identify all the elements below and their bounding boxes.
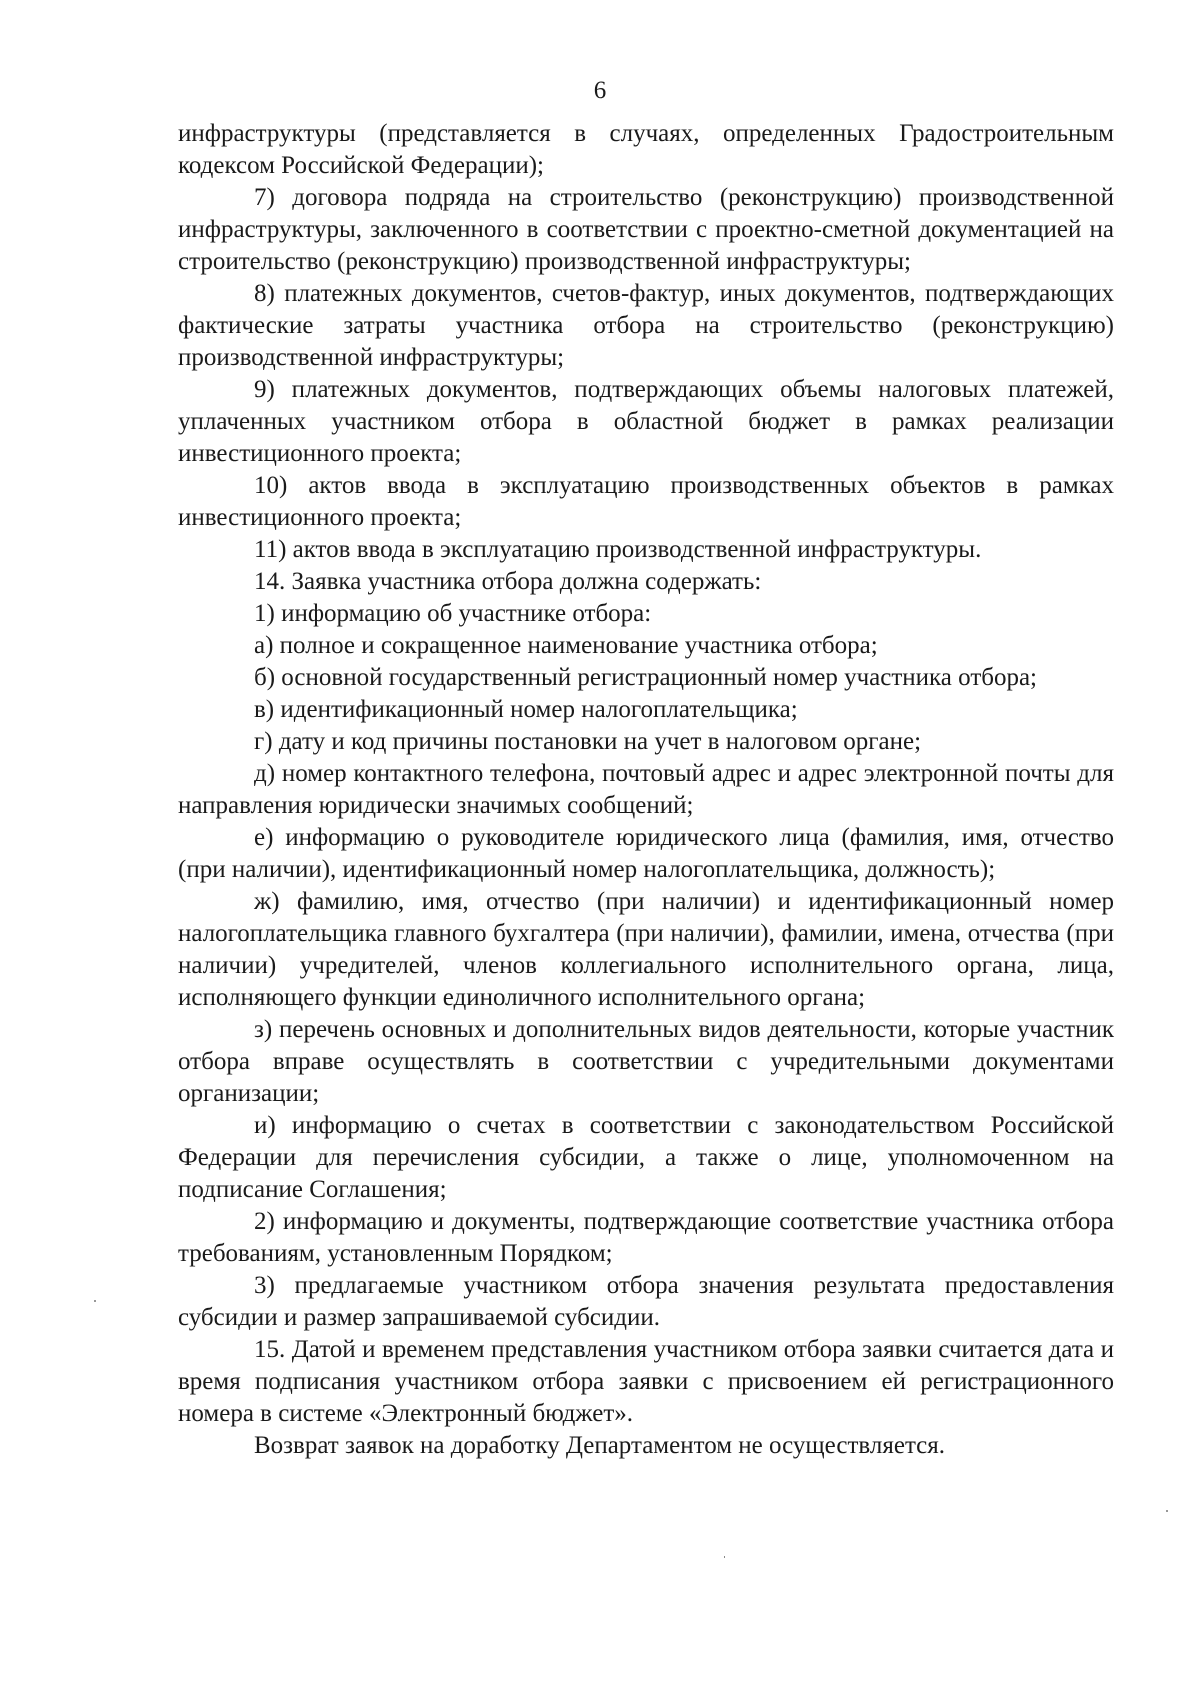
page-number: 6 (593, 77, 607, 104)
paragraph-subitem-3: 3) предлагаемые участником отбора значения результата предоставления субсидии и размер запрашиваемой субсидии. (178, 1272, 1114, 1331)
paragraph-subitem-d: д) номер контактного телефона, почтовый адрес и адрес электронной почты для направления юридически значимых сообщений; (178, 760, 1114, 819)
paragraph-item-11: 11) актов ввода в эксплуатацию производственной инфраструктуры. (254, 536, 982, 563)
paragraph-subitem-i: и) информацию о счетах в соответствии с законодательством Российской Федерации для перечисления субсидии, а также о лице, уполномоченном на подписание Соглашения; (178, 1112, 1114, 1203)
paragraph-item-7: 7) договора подряда на строительство (реконструкцию) производственной инфраструктуры, заключенного в соответствии с проектно-сметной документацией на строительство (реконструкцию) производственной инфраструктуры; (178, 184, 1114, 275)
paragraph-return-of-applications: Возврат заявок на доработку Департаментом не осуществляется. (254, 1432, 946, 1459)
paragraph-item-9: 9) платежных документов, подтверждающих объемы налоговых платежей, уплаченных участником отбора в областной бюджет в рамках реализации инвестиционного проекта; (178, 376, 1114, 467)
paragraph-subitem-a: а) полное и сокращенное наименование участника отбора; (254, 632, 878, 659)
paragraph-subitem-b: б) основной государственный регистрационный номер участника отбора; (254, 664, 1038, 691)
scan-speck (94, 1300, 96, 1302)
paragraph-subitem-v: в) идентификационный номер налогоплательщика; (254, 696, 798, 723)
paragraph-subitem-g: г) дату и код причины постановки на учет в налоговом органе; (254, 728, 922, 755)
scan-speck (724, 1556, 725, 1558)
paragraph-subitem-zh: ж) фамилию, имя, отчество (при наличии) и идентификационный номер налогоплательщика главного бухгалтера (при наличии), фамилии, имена, отчества (при наличии) учредителей, членов коллегиального исполнительного органа, лица, исполняющего функции единоличного исполнительного органа; (178, 888, 1114, 1011)
document-body (178, 118, 1114, 1462)
paragraph-subitem-e: е) информацию о руководителе юридического лица (фамилия, имя, отчество (при наличии), идентификационный номер налогоплательщика, должность); (178, 824, 1114, 883)
scan-speck (1166, 1510, 1168, 1512)
paragraph-subitem-1: 1) информацию об участнике отбора: (254, 600, 652, 627)
paragraph-infrastructure-continuation: инфраструктуры (представляется в случаях, определенных Градостроительным кодексом Российской Федерации); (178, 120, 1114, 179)
paragraph-item-10: 10) актов ввода в эксплуатацию производственных объектов в рамках инвестиционного проекта; (178, 472, 1114, 531)
paragraph-subitem-2: 2) информацию и документы, подтверждающие соответствие участника отбора требованиям, установленным Порядком; (178, 1208, 1114, 1267)
paragraph-item-8: 8) платежных документов, счетов-фактур, иных документов, подтверждающих фактические затраты участника отбора на строительство (реконструкцию) производственной инфраструктуры; (178, 280, 1114, 371)
paragraph-subitem-z: з) перечень основных и дополнительных видов деятельности, которые участник отбора вправе осуществлять в соответствии с учредительными документами организации; (178, 1016, 1114, 1107)
paragraph-section-15: 15. Датой и временем представления участником отбора заявки считается дата и время подписания участником отбора заявки с присвоением ей регистрационного номера в системе «Электронный бюджет». (178, 1336, 1114, 1427)
paragraph-section-14: 14. Заявка участника отбора должна содержать: (254, 568, 762, 595)
